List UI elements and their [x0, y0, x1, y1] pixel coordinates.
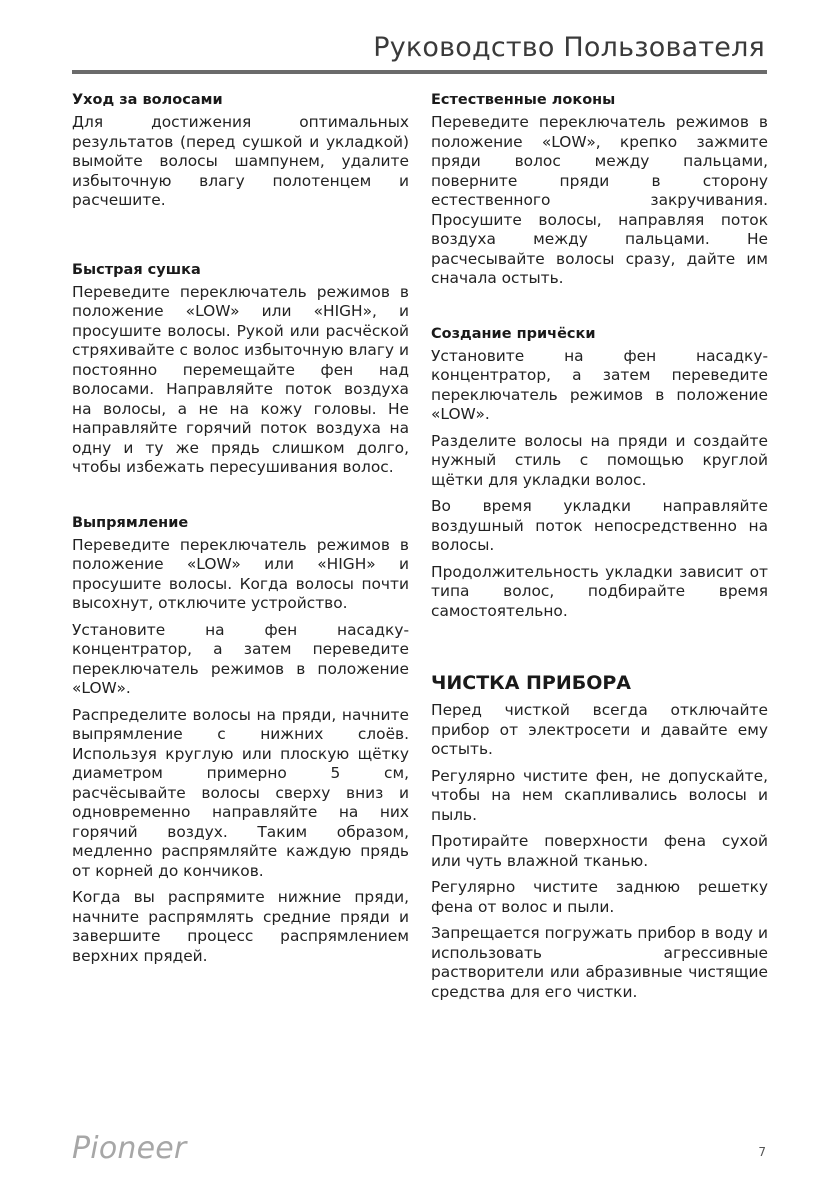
paragraph: Когда вы распрямите нижние пряди, начните распрямлять средние пряди и завершите процесс распрямлением верхних прядей.	[72, 888, 409, 965]
paragraph: Продолжительность укладки зависит от типа волос, подбирайте время самостоятельно.	[431, 562, 768, 620]
page-header-title: Руководство Пользователя	[373, 32, 765, 63]
paragraph: Переведите переключатель режимов в положение «LOW» или «HIGH» и просушите волосы. Когда волосы почти высохнут, отключите устройство.	[72, 535, 409, 612]
left-column	[72, 92, 409, 973]
paragraph: Установите на фен насадку-концентратор, а затем переведите переключатель режимов в положение «LOW».	[72, 620, 409, 697]
paragraph: Разделите волосы на пряди и создайте нужный стиль с помощью круглой щётки для укладки волос.	[431, 431, 768, 489]
paragraph: Переведите переключатель режимов в положение «LOW» или «HIGH», и просушите волосы. Рукой или расчёской стряхивайте с волос избыточную влагу и постоянно перемещайте фен над волосами. Направляйте поток воздуха на волосы, а не на кожу головы. Не направляйте горячий поток воздуха на одну и ту же прядь слишком долго, чтобы избежать пересушивания волос.	[72, 282, 409, 476]
paragraph: Переведите переключатель режимов в положение «LOW», крепко зажмите пряди волос между пальцами, поверните пряди в сторону естественного закручивания. Просушите волосы, направляя поток воздуха между пальцами. Не расчесывайте волосы сразу, дайте им сначала остыть.	[431, 113, 768, 287]
header-divider	[72, 70, 767, 74]
section-title-styling: Создание причёски	[431, 325, 596, 342]
section-title-natural-curls: Естественные локоны	[431, 92, 616, 108]
paragraph: Распределите волосы на пряди, начните выпрямление с нижних слоёв. Используя круглую или плоскую щётку диаметром примерно 5 см, расчёсывайте волосы сверху вниз и одновременно направляйте на них горячий воздух. Таким образом, медленно распрямляйте каждую прядь от корней до кончиков.	[72, 705, 409, 880]
section-title-cleaning: ЧИСТКА ПРИБОРА	[431, 672, 632, 694]
paragraph: Протирайте поверхности фена сухой или чуть влажной тканью.	[431, 832, 768, 870]
pioneer-logo: Pioneer	[72, 1131, 187, 1166]
paragraph: Регулярно чистите фен, не допускайте, чтобы на нем скапливались волосы и пыль.	[431, 766, 768, 824]
section-title-hair-care: Уход за волосами	[72, 92, 223, 108]
right-column	[431, 92, 768, 1009]
paragraph: Перед чисткой всегда отключайте прибор от электросети и давайте ему остыть.	[431, 701, 768, 758]
paragraph: Установите на фен насадку-концентратор, а затем переведите переключатель режимов в положение «LOW».	[431, 346, 768, 423]
page-number: 7	[758, 1145, 766, 1159]
paragraph: Запрещается погружать прибор в воду и использовать агрессивные растворители или абразивные чистящие средства для его чистки.	[431, 924, 768, 1001]
paragraph: Регулярно чистите заднюю решетку фена от волос и пыли.	[431, 878, 768, 916]
paragraph: Во время укладки направляйте воздушный поток непосредственно на волосы.	[431, 497, 768, 554]
section-title-straightening: Выпрямление	[72, 514, 189, 531]
section-title-quick-dry: Быстрая сушка	[72, 261, 201, 278]
paragraph: Для достижения оптимальных результатов (перед сушкой и укладкой) вымойте волосы шампунем, удалите избыточную влагу полотенцем и расчешите.	[72, 113, 409, 209]
